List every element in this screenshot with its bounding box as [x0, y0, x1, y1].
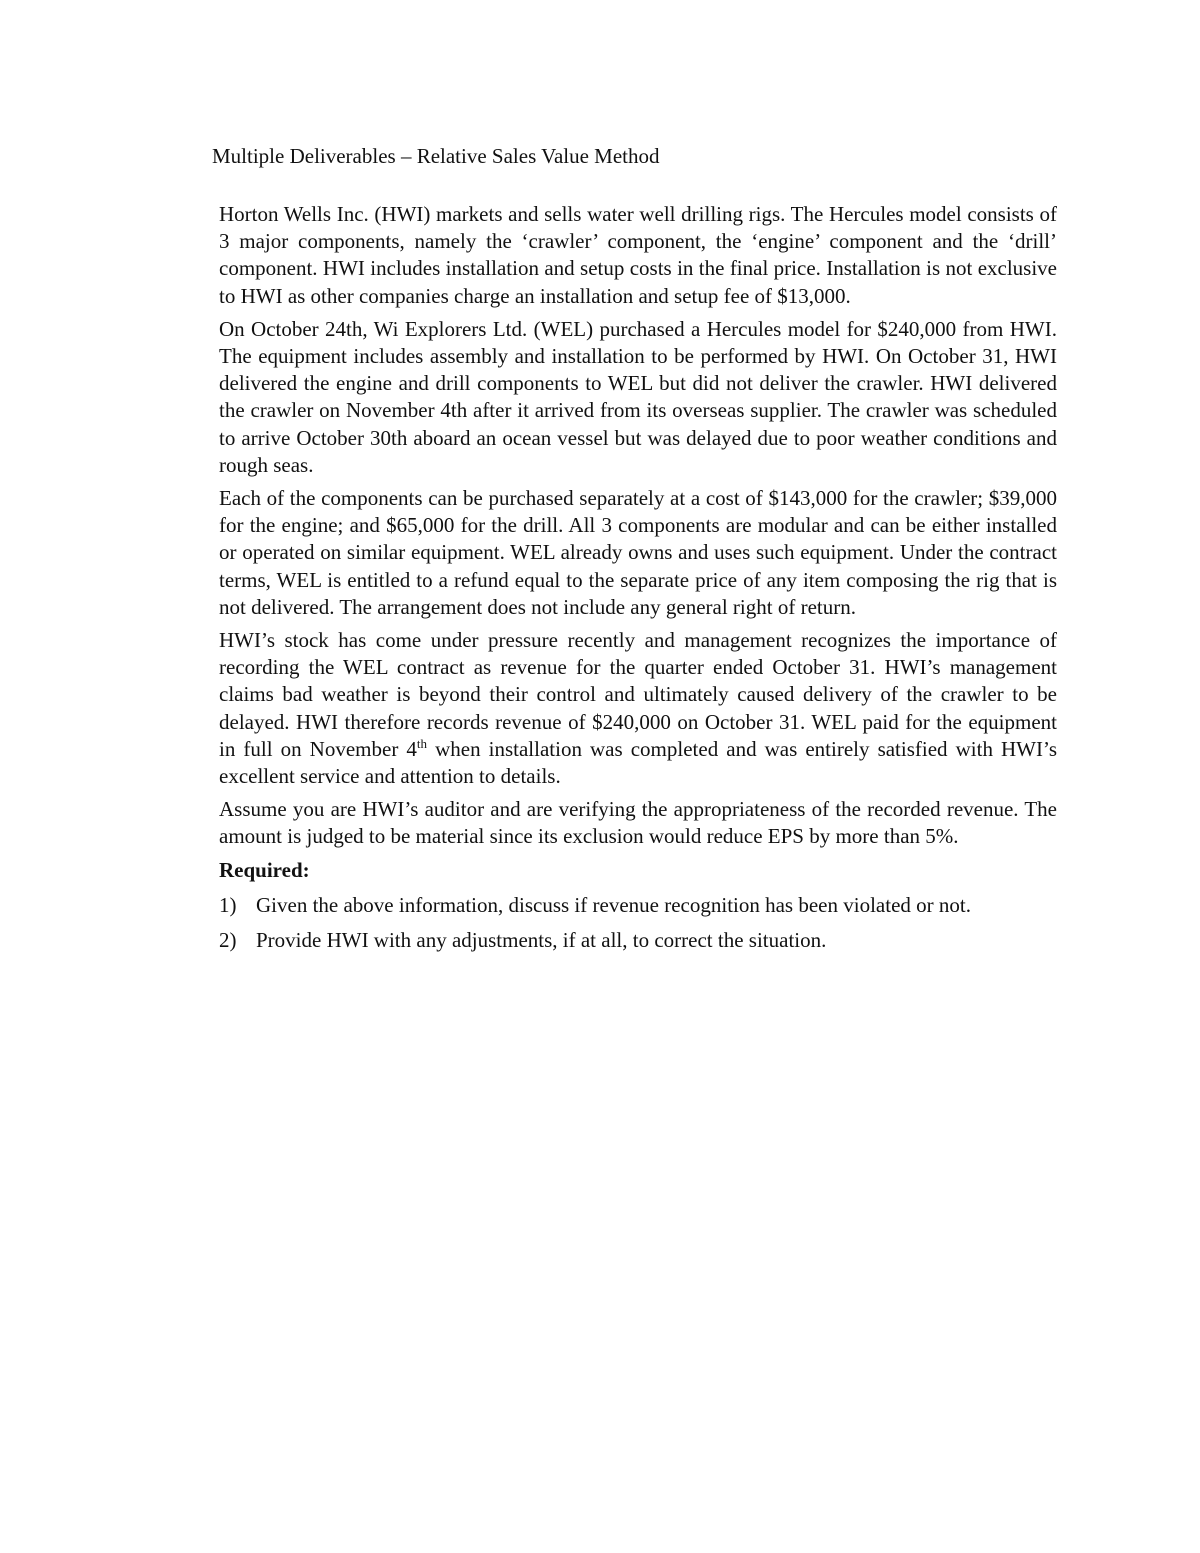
required-item-number: 2) [219, 927, 237, 952]
document-body [219, 201, 1057, 962]
paragraph-revenue-recording [219, 627, 1057, 790]
paragraph-intro: Horton Wells Inc. (HWI) markets and sells water well drilling rigs. The Hercules model consists of 3 major components, namely the ‘crawler’ component, the ‘engine’ component and the ‘drill’ component. HWI includes installation and setup costs in the final price. Installation is not exclusive to HWI as other companies charge an installation and setup fee of $13,000. [219, 202, 1057, 308]
required-item [219, 927, 1057, 954]
required-list [219, 892, 1057, 954]
document-title: Multiple Deliverables – Relative Sales Value Method [212, 144, 660, 168]
paragraph-purchase: On October 24th, Wi Explorers Ltd. (WEL) purchased a Hercules model for $240,000 from HWI. The equipment includes assembly and installation to be performed by HWI. On October 31, HWI delivered the engine and drill components to WEL but did not deliver the crawler. HWI delivered the crawler on November 4th after it arrived from its overseas supplier. The crawler was scheduled to arrive October 30th aboard an ocean vessel but was delayed due to poor weather conditions and rough seas. [219, 316, 1057, 477]
paragraph-revenue-text-b: when installation was completed and was entirely satisfied with HWI’s excellent service and attention to details. [219, 736, 1057, 789]
required-item [219, 892, 1057, 919]
paragraph-auditor: Assume you are HWI’s auditor and are verifying the appropriateness of the recorded revenue. The amount is judged to be material since its exclusion would reduce EPS by more than 5%. [219, 797, 1057, 849]
paragraph-components: Each of the components can be purchased separately at a cost of $143,000 for the crawler; $39,000 for the engine; and $65,000 for the drill. All 3 components are modular and can be either installed or operated on similar equipment. WEL already owns and uses such equipment. Under the contract terms, WEL is entitled to a refund equal to the separate price of any item composing the rig that is not delivered. The arrangement does not include any general right of return. [219, 486, 1057, 619]
required-item-text: Given the above information, discuss if revenue recognition has been violated or not. [256, 892, 971, 917]
required-item-text: Provide HWI with any adjustments, if at all, to correct the situation. [256, 927, 827, 952]
ordinal-superscript: th [416, 735, 428, 751]
required-heading: Required: [219, 857, 310, 882]
required-item-number: 1) [219, 892, 237, 917]
paragraph-revenue-text-a: HWI’s stock has come under pressure recently and management recognizes the importance of recording the WEL contract as revenue for the quarter ended October 31. HWI’s management claims bad weather is beyond their control and ultimately caused delivery of the crawler to be delayed. HWI therefore records revenue of $240,000 on October 31. WEL paid for the equipment in full on November 4 [219, 628, 1057, 761]
